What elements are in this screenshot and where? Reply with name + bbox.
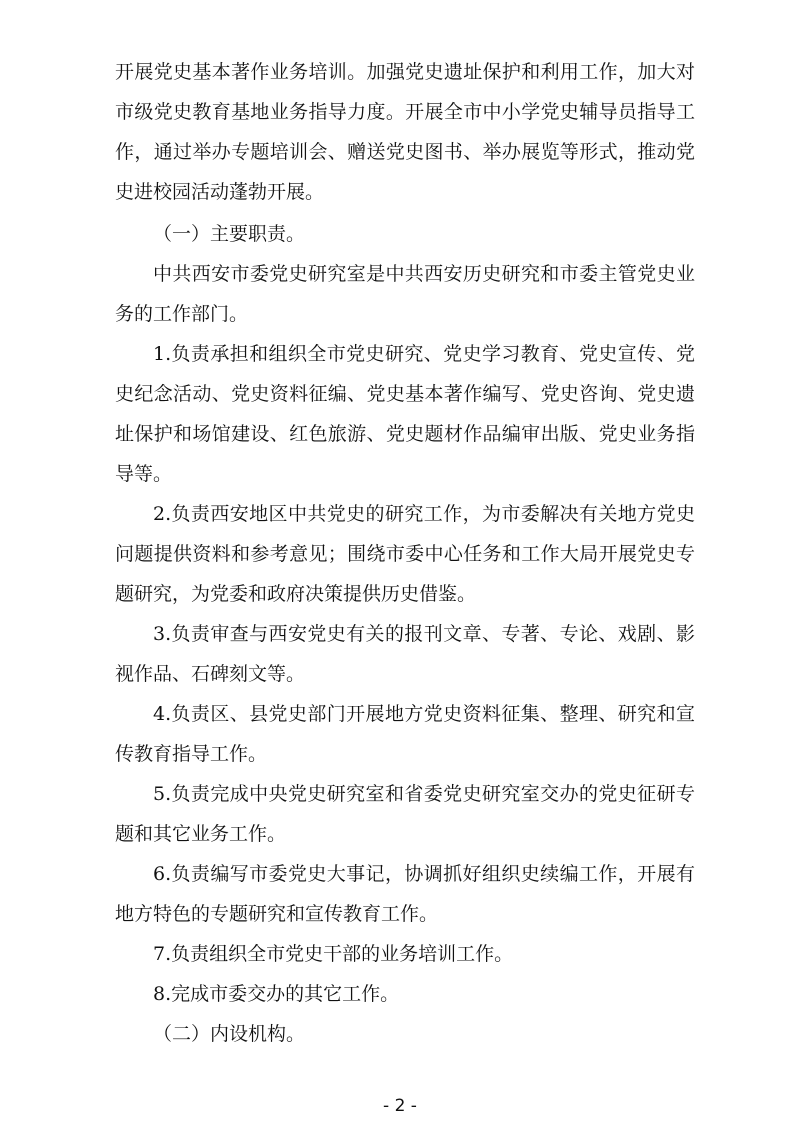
duty-item-1: 1.负责承担和组织全市党史研究、党史学习教育、党史宣传、党史纪念活动、党史资料征编、党史基本著作编写、党史咨询、党史遗址保护和场馆建设、红色旅游、党史题材作品编审出版、党史业务指导等。 (115, 343, 695, 485)
paragraph-continuation: 开展党史基本著作业务培训。加强党史遗址保护和利用工作，加大对市级党史教育基地业务指导力度。开展全市中小学党史辅导员指导工作，通过举办专题培训会、赠送党史图书、举办展览等形式，推动党史进校园活动蓬勃开展。 (115, 61, 695, 203)
paragraph-intro: 中共西安市委党史研究室是中共西安历史研究和市委主管党史业务的工作部门。 (115, 263, 695, 325)
section-heading-internal-structure: （二）内设机构。 (153, 1023, 306, 1045)
section-heading-main-duties: （一）主要职责。 (153, 223, 306, 245)
duty-item-2: 2.负责西安地区中共党史的研究工作，为市委解决有关地方党史问题提供资料和参考意见；围绕市委中心任务和工作大局开展党史专题研究，为党委和政府决策提供历史借鉴。 (115, 503, 695, 605)
body-text (115, 52, 695, 1054)
duty-item-6: 6.负责编写市委党史大事记，协调抓好组织史续编工作，开展有地方特色的专题研究和宣传教育工作。 (115, 863, 695, 925)
duty-item-3: 3.负责审查与西安党史有关的报刊文章、专著、专论、戏剧、影视作品、石碑刻文等。 (115, 623, 695, 685)
duty-item-8: 8.完成市委交办的其它工作。 (153, 983, 400, 1005)
page-number: - 2 - (383, 1096, 417, 1116)
duty-item-7: 7.负责组织全市党史干部的业务培训工作。 (153, 943, 514, 965)
duty-item-5: 5.负责完成中央党史研究室和省委党史研究室交办的党史征研专题和其它业务工作。 (115, 783, 695, 845)
duty-item-4: 4.负责区、县党史部门开展地方党史资料征集、整理、研究和宣传教育指导工作。 (115, 703, 695, 765)
